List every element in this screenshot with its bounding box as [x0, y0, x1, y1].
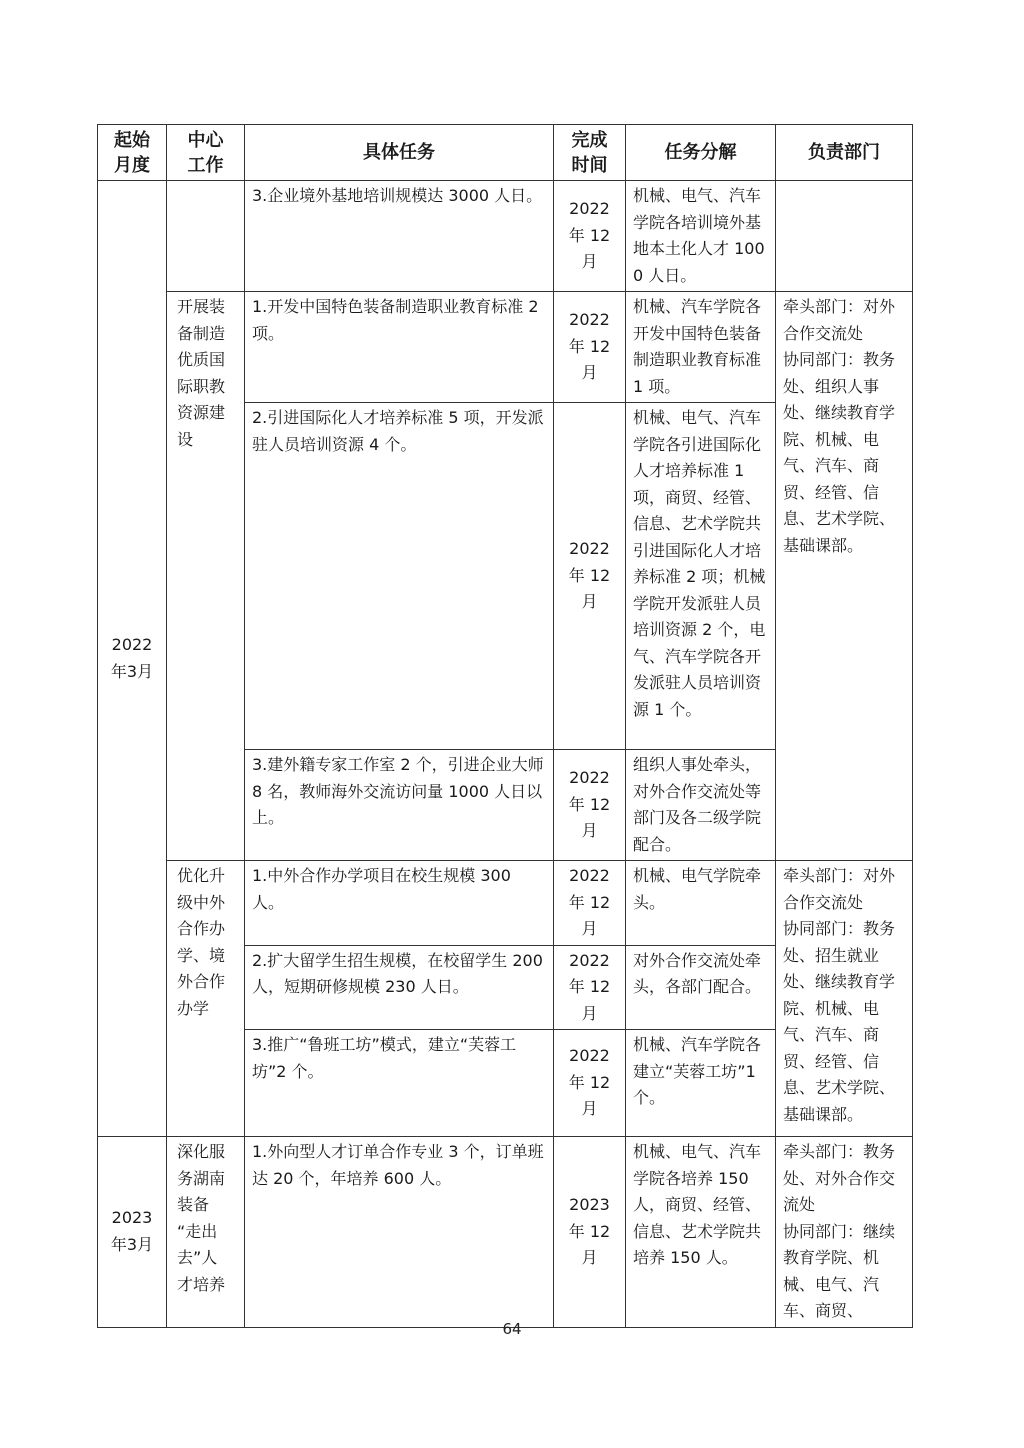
completion-time-cell: 2023 年 12 月 — [554, 1137, 626, 1328]
header-breakdown: 任务分解 — [626, 125, 776, 181]
completion-time-cell: 2022 年 12 月 — [554, 181, 626, 292]
breakdown-cell: 机械、汽车学院各开发中国特色装备制造职业教育标准 1 项。 — [626, 292, 776, 403]
start-month-cell: 2022 年3月 — [98, 181, 167, 1137]
task-cell: 1.开发中国特色装备制造职业教育标准 2 项。 — [245, 292, 554, 403]
table-row — [98, 1137, 913, 1328]
task-cell: 3.企业境外基地培训规模达 3000 人日。 — [245, 181, 554, 292]
breakdown-cell: 组织人事处牵头，对外合作交流处等部门及各二级学院配合。 — [626, 750, 776, 861]
page-number: 64 — [502, 1320, 522, 1338]
header-start-month: 起始 月度 — [98, 125, 167, 181]
department-cell-empty — [776, 181, 913, 292]
center-work-cell: 开展装 备制造 优质国 际职教 资源建 设 — [167, 292, 245, 861]
table-row — [98, 292, 913, 403]
breakdown-cell: 机械、汽车学院各建立“芙蓉工坊”1 个。 — [626, 1030, 776, 1137]
task-cell: 1.外向型人才订单合作专业 3 个，订单班达 20 个，年培养 600 人。 — [245, 1137, 554, 1328]
completion-time-cell: 2022 年 12 月 — [554, 750, 626, 861]
center-work-cell: 深化服 务湖南 装备 “走出 去”人 才培养 — [167, 1137, 245, 1328]
start-month-cell: 2023 年3月 — [98, 1137, 167, 1328]
breakdown-cell: 对外合作交流处牵头，各部门配合。 — [626, 945, 776, 1030]
center-work-cell-empty — [167, 181, 245, 292]
breakdown-cell: 机械、电气、汽车学院各培训境外基地本土化人才 1000 人日。 — [626, 181, 776, 292]
completion-time-cell: 2022 年 12 月 — [554, 1030, 626, 1137]
header-task: 具体任务 — [245, 125, 554, 181]
header-completion-time: 完成 时间 — [554, 125, 626, 181]
task-cell: 3.建外籍专家工作室 2 个，引进企业大师 8 名，教师海外交流访问量 1000 人日以上。 — [245, 750, 554, 861]
header-center-work: 中心 工作 — [167, 125, 245, 181]
breakdown-cell: 机械、电气、汽车学院各引进国际化人才培养标准 1 项，商贸、经管、信息、艺术学院共引进国际化人才培养标准 2 项；机械学院开发派驻人员培训资源 2 个，电气、汽车学院各开发派驻人员培训资源 1 个。 — [626, 403, 776, 750]
task-cell: 1.中外合作办学项目在校生规模 300 人。 — [245, 861, 554, 946]
table-header-row — [98, 125, 913, 181]
department-cell: 牵头部门：对外合作交流处 协同部门：教务处、组织人事处、继续教育学院、机械、电气、汽车、商贸、经管、信息、艺术学院、基础课部。 — [776, 292, 913, 861]
task-cell: 2.扩大留学生招生规模，在校留学生 200 人，短期研修规模 230 人日。 — [245, 945, 554, 1030]
completion-time-cell: 2022 年 12 月 — [554, 292, 626, 403]
header-department: 负责部门 — [776, 125, 913, 181]
task-cell: 3.推广“鲁班工坊”模式，建立“芙蓉工坊”2 个。 — [245, 1030, 554, 1137]
table-row — [98, 181, 913, 292]
department-cell: 牵头部门：教务处、对外合作交流处 协同部门：继续教育学院、机械、电气、汽车、商贸、 — [776, 1137, 913, 1328]
table-row — [98, 861, 913, 946]
breakdown-cell: 机械、电气、汽车学院各培养 150 人，商贸、经管、信息、艺术学院共培养 150 人。 — [626, 1137, 776, 1328]
task-table — [97, 124, 913, 1328]
center-work-cell: 优化升 级中外 合作办 学、境 外合作 办学 — [167, 861, 245, 1137]
department-cell: 牵头部门：对外合作交流处 协同部门：教务处、招生就业处、继续教育学院、机械、电气、汽车、商贸、经管、信息、艺术学院、基础课部。 — [776, 861, 913, 1137]
completion-time-cell: 2022 年 12 月 — [554, 945, 626, 1030]
completion-time-cell: 2022 年 12 月 — [554, 861, 626, 946]
breakdown-cell: 机械、电气学院牵头。 — [626, 861, 776, 946]
completion-time-cell: 2022 年 12 月 — [554, 403, 626, 750]
task-cell: 2.引进国际化人才培养标准 5 项，开发派驻人员培训资源 4 个。 — [245, 403, 554, 750]
